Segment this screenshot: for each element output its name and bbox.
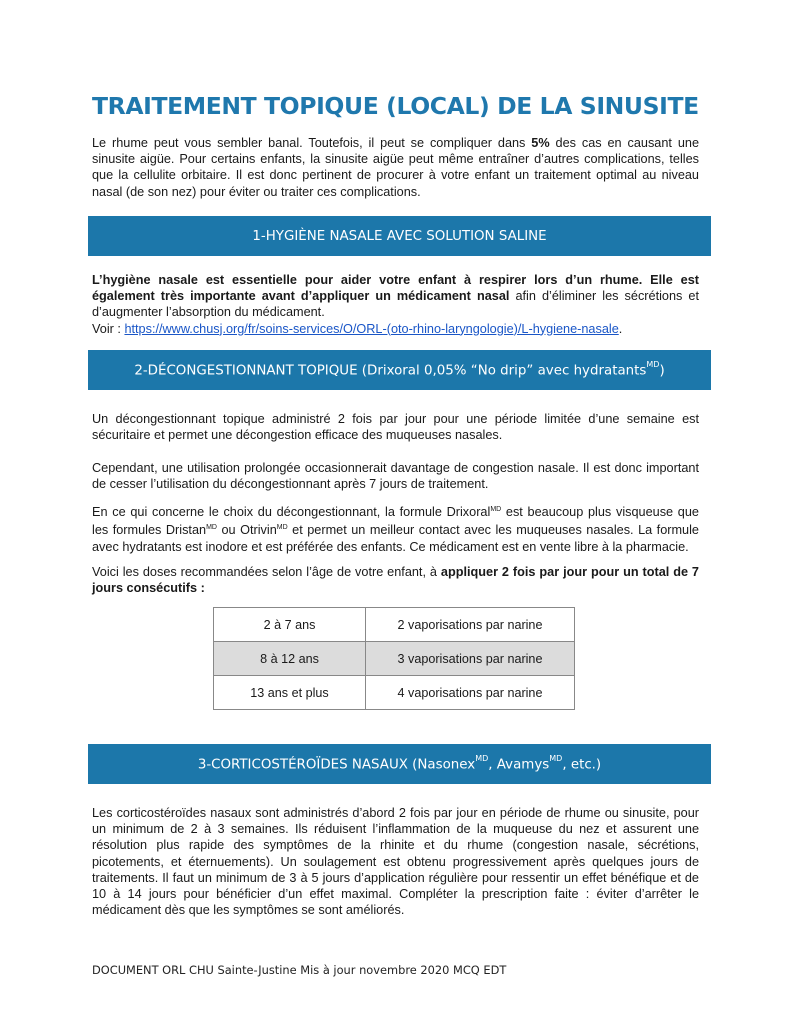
dose-cell: 2 vaporisations par narine [366,608,575,642]
table-row [214,608,575,642]
section3-heading-b: , Avamys [488,757,550,773]
p3-text-b: est beaucoup plus visqueuse que les formules Dristan [92,505,699,538]
voir-label: Voir : [92,321,125,336]
age-cell: 2 à 7 ans [214,608,366,642]
p3-text-a: En ce qui concerne le choix du décongestionnant, la formule Drixoral [92,505,491,520]
section2-heading-sup: MD [646,359,660,369]
p3-sup-2: MD [206,524,217,532]
p3-sup-3: MD [276,524,288,532]
section2-paragraph-2: Cependant, une utilisation prolongée occasionnerait davantage de congestion nasale. Il est donc important de cesser l’utilisation du décongestionnant après 7 jours de traitement. [92,461,699,492]
age-cell: 8 à 12 ans [214,642,366,676]
section1-text: afin d’éliminer les sécrétions et d’augmenter l’absorption du médicament. [92,289,700,320]
intro-text: Le rhume peut vous sembler banal. Toutefois, il peut se compliquer dans [92,136,532,150]
p4-text: Voici les doses recommandées selon l’âge de votre enfant, à [92,565,441,579]
section2-paragraph-1: Un décongestionnant topique administré 2 fois par jour pour une période limitée d’une semaine est sécuritaire et permet une décongestion efficace des muqueuses nasales. [92,412,699,443]
section3-heading-a: 3-CORTICOSTÉROÏDES NASAUX (Nasonex [197,757,476,773]
hygiene-nasale-link[interactable]: https://www.chusj.org/fr/soins-services/O/ORL-(oto-rhino-laryngologie)/L-hygiene-nasale [124,321,619,336]
section2-heading-text: 2-DÉCONGESTIONNANT TOPIQUE (Drixoral 0,05% “No drip” avec hydratants [134,363,647,379]
section3-sup-2: MD [549,753,563,763]
section2-paragraph-4 [92,564,699,596]
dose-cell: 3 vaporisations par narine [366,642,575,676]
section2-heading-end: ) [659,363,665,379]
dose-table [213,607,575,710]
p3-text-d: et permet un meilleur contact avec les muqueuses nasales. La formule avec hydratants est inodore et est préférée des enfants. Ce médicament est en vente libre à la pharmacie. [92,523,699,554]
intro-paragraph [92,135,699,200]
section3-banner [88,744,711,784]
intro-bold-percent: 5% [531,136,550,150]
section3-heading [197,753,602,773]
section1-heading: 1-HYGIÈNE NASALE AVEC SOLUTION SALINE [252,228,547,244]
link-period: . [618,321,623,336]
p3-text-c: ou Otrivin [216,523,277,538]
document-footer: DOCUMENT ORL CHU Sainte-Justine Mis à jour novembre 2020 MCQ EDT [92,963,507,977]
page-title: TRAITEMENT TOPIQUE (LOCAL) DE LA SINUSITE [92,92,699,120]
dose-cell: 4 vaporisations par narine [366,676,575,710]
section2-heading [134,359,665,379]
section3-sup-1: MD [475,753,489,763]
section3-heading-c: , etc.) [562,757,602,773]
p4-bold-text: appliquer 2 fois par jour pour un total de 7 jours consécutifs : [92,565,699,596]
section1-paragraph [92,272,699,337]
p3-sup-1: MD [490,506,502,513]
intro-text-continued: des cas en causant une sinusite aigüe. Pour certains enfants, la sinusite aigüe peut même entraîner d’autres complications, telles que la cellulite orbitaire. Il est donc pertinent de procurer à votre enfant un traitement optimal au niveau nasal (de son nez) pour éviter ou traiter ces complications. [92,136,699,199]
section1-bold-text: L’hygiène nasale est essentielle pour aider votre enfant à respirer lors d’un rhume. Elle est également très importante avant d’appliquer un médicament nasal [92,273,699,304]
section3-paragraph: Les corticostéroïdes nasaux sont administrés d’abord 2 fois par jour en période de rhume ou sinusite, pour un minimum de 2 à 3 semaines. Ils réduisent l’inflammation de la muqueuse du nez et assurent une résolution plus rapide des symptômes de la rhinite et du rhume (congestion nasale, sécrétions, picotements, et éternuements). Un soulagement est obtenu progressivement après quelques jours de traitements. Il faut un minimum de 3 à 5 jours d’application régulière pour ressentir un effet bénéfique et de 10 à 14 jours pour bénéficier d’un effet maximal. Compléter la prescription faite : éviter d’arrêter le médicament dès que les symptômes se sont améliorés. [92,806,699,918]
section2-banner [88,350,711,390]
table-row [214,676,575,710]
age-cell: 13 ans et plus [214,676,366,710]
table-row [214,642,575,676]
section2-paragraph-3 [92,502,699,555]
section1-banner [88,216,711,256]
